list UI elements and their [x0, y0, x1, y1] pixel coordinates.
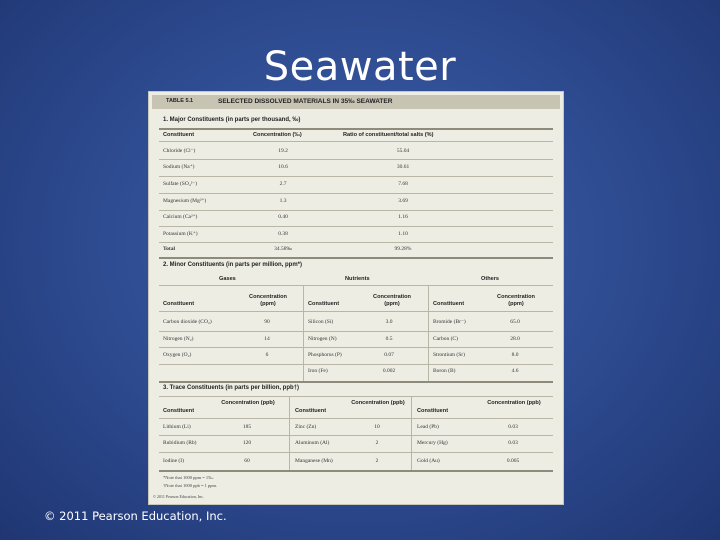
- major-col-ratio: Ratio of constituent/total salts (%): [343, 132, 434, 138]
- major-row-concentration: 19.2: [278, 148, 288, 154]
- major-row-ratio: 1.10: [398, 231, 408, 237]
- minor-row-gas-value: 6: [265, 352, 269, 358]
- minor-row-nutrient-value: 0.5: [385, 336, 393, 342]
- minor-row-gas: Oxygen (O₂): [163, 352, 192, 358]
- divider: [159, 141, 553, 142]
- trace-row-constituent: Aluminum (Al): [295, 440, 330, 446]
- major-row-concentration: 10.6: [278, 164, 288, 170]
- minor-row-gas: Carbon dioxide (CO₂): [163, 319, 212, 325]
- minor-group-nutrients: Nutrients: [345, 276, 370, 282]
- major-row-constituent: Calcium (Ca²⁺): [163, 214, 198, 220]
- trace-row-constituent: Iodine (I): [163, 458, 184, 464]
- minor-row-other: Bromide (Br⁻): [433, 319, 466, 325]
- trace-col-constituent: Constituent: [417, 408, 449, 414]
- trace-row-value: 2: [375, 440, 379, 446]
- major-row-ratio: 1.16: [398, 214, 408, 220]
- trace-row-constituent: Rubidium (Rb): [163, 440, 197, 446]
- minor-col-constituent: Constituent: [163, 301, 195, 307]
- trace-col-constituent: Constituent: [295, 408, 327, 414]
- divider: [159, 226, 553, 227]
- divider: [159, 193, 553, 194]
- minor-row-other: Strontium (Sr): [433, 352, 465, 358]
- divider: [159, 418, 553, 419]
- trace-col-concentration: Concentration (ppb): [487, 400, 541, 406]
- divider: [159, 242, 553, 243]
- divider: [159, 435, 553, 436]
- minor-row-gas-value: 14: [264, 336, 270, 342]
- trace-row-value: 0.03: [508, 440, 518, 446]
- table-number: TABLE 5.1: [166, 98, 194, 104]
- minor-row-other-value: 28.0: [510, 336, 520, 342]
- divider: [159, 347, 553, 348]
- major-row-concentration: 0.40: [278, 214, 288, 220]
- trace-row-value: 0.005: [506, 458, 520, 464]
- footnote: †Note that 1000 ppb = 1 ppm.: [163, 483, 218, 488]
- major-row-ratio: 7.68: [398, 181, 408, 187]
- major-heading: 1. Major Constituents (in parts per thousand, ‰): [163, 117, 301, 123]
- table-header-bar: [152, 95, 560, 109]
- minor-row-nutrient: Nitrogen (N): [308, 336, 337, 342]
- major-row-concentration: 1.3: [279, 198, 287, 204]
- copyright-notice: © 2011 Pearson Education, Inc.: [44, 509, 227, 523]
- minor-col-concentration: Concentration (ppm): [373, 294, 411, 307]
- major-row-ratio: 3.69: [398, 198, 408, 204]
- minor-col-concentration: Concentration (ppm): [249, 294, 287, 307]
- divider: [159, 311, 553, 312]
- minor-row-other-value: 65.0: [510, 319, 520, 325]
- major-row-ratio: 30.61: [396, 164, 410, 170]
- major-row-constituent: Magnesium (Mg²⁺): [163, 198, 207, 204]
- major-row-ratio: 55.04: [396, 148, 410, 154]
- trace-row-constituent: Lithium (Li): [163, 424, 191, 430]
- major-row-concentration: 0.38: [278, 231, 288, 237]
- footnote: *Note that 1000 ppm = 1‰.: [163, 475, 214, 480]
- minor-col-concentration: Concentration (ppm): [497, 294, 535, 307]
- minor-col-constituent: Constituent: [308, 301, 340, 307]
- table-title: SELECTED DISSOLVED MATERIALS IN 35‰ SEAWATER: [218, 98, 393, 105]
- divider: [159, 331, 553, 332]
- divider: [159, 257, 553, 259]
- table-credit: © 2011 Pearson Education, Inc.: [153, 494, 204, 499]
- trace-row-constituent: Mercury (Hg): [417, 440, 448, 446]
- minor-row-other: Carbon (C): [433, 336, 458, 342]
- trace-heading: 3. Trace Constituents (in parts per billion, ppb†): [163, 385, 300, 391]
- column-divider: [411, 397, 412, 471]
- trace-col-constituent: Constituent: [163, 408, 195, 414]
- minor-row-nutrient: Iron (Fe): [308, 368, 328, 374]
- trace-row-value: 10: [374, 424, 380, 430]
- minor-col-constituent: Constituent: [433, 301, 465, 307]
- major-row-constituent: Chloride (Cl⁻): [163, 148, 196, 154]
- divider: [159, 176, 553, 177]
- trace-row-value: 120: [242, 440, 252, 446]
- divider: [159, 210, 553, 211]
- minor-group-gases: Gases: [219, 276, 236, 282]
- column-divider: [289, 397, 290, 471]
- divider: [159, 128, 553, 130]
- minor-heading: 2. Minor Constituents (in parts per million, ppm*): [163, 262, 303, 268]
- major-total-ratio: 99.28%: [394, 246, 412, 252]
- column-divider: [303, 286, 304, 382]
- trace-col-concentration: Concentration (ppb): [221, 400, 275, 406]
- minor-row-nutrient-value: 0.002: [382, 368, 396, 374]
- minor-row-nutrient: Silicon (Si): [308, 319, 334, 325]
- divider: [159, 470, 553, 472]
- major-total-concentration: 34.58‰: [274, 246, 292, 252]
- trace-row-value: 0.03: [508, 424, 518, 430]
- minor-row-nutrient-value: 3.0: [385, 319, 393, 325]
- divider: [159, 364, 553, 365]
- major-row-concentration: 2.7: [279, 181, 287, 187]
- slide-title: Seawater: [263, 44, 457, 90]
- divider: [159, 452, 553, 453]
- column-divider: [428, 286, 429, 382]
- minor-group-others: Others: [481, 276, 500, 282]
- minor-row-gas: Nitrogen (N₂): [163, 336, 194, 342]
- table-image: [148, 91, 564, 505]
- trace-row-constituent: Gold (Au): [417, 458, 440, 464]
- trace-row-value: 2: [375, 458, 379, 464]
- divider: [159, 159, 553, 160]
- divider: [159, 381, 553, 383]
- trace-row-constituent: Manganese (Mn): [295, 458, 333, 464]
- minor-row-other-value: 8.0: [511, 352, 519, 358]
- minor-row-nutrient: Phosphorus (P): [308, 352, 342, 358]
- major-row-constituent: Potassium (K⁺): [163, 231, 198, 237]
- major-total-label: Total: [163, 246, 176, 252]
- trace-row-constituent: Lead (Pb): [417, 424, 439, 430]
- divider: [159, 285, 553, 286]
- trace-row-constituent: Zinc (Zn): [295, 424, 317, 430]
- trace-col-concentration: Concentration (ppb): [351, 400, 405, 406]
- major-col-constituent: Constituent: [163, 132, 195, 138]
- minor-row-gas-value: 90: [264, 319, 270, 325]
- divider: [159, 396, 553, 397]
- major-col-concentration: Concentration (‰): [253, 132, 302, 138]
- minor-row-other-value: 4.6: [511, 368, 519, 374]
- major-row-constituent: Sodium (Na⁺): [163, 164, 195, 170]
- minor-row-nutrient-value: 0.07: [384, 352, 394, 358]
- trace-row-value: 185: [242, 424, 252, 430]
- minor-row-other: Boron (B): [433, 368, 456, 374]
- major-row-constituent: Sulfate (SO₄²⁻): [163, 181, 198, 187]
- trace-row-value: 60: [244, 458, 250, 464]
